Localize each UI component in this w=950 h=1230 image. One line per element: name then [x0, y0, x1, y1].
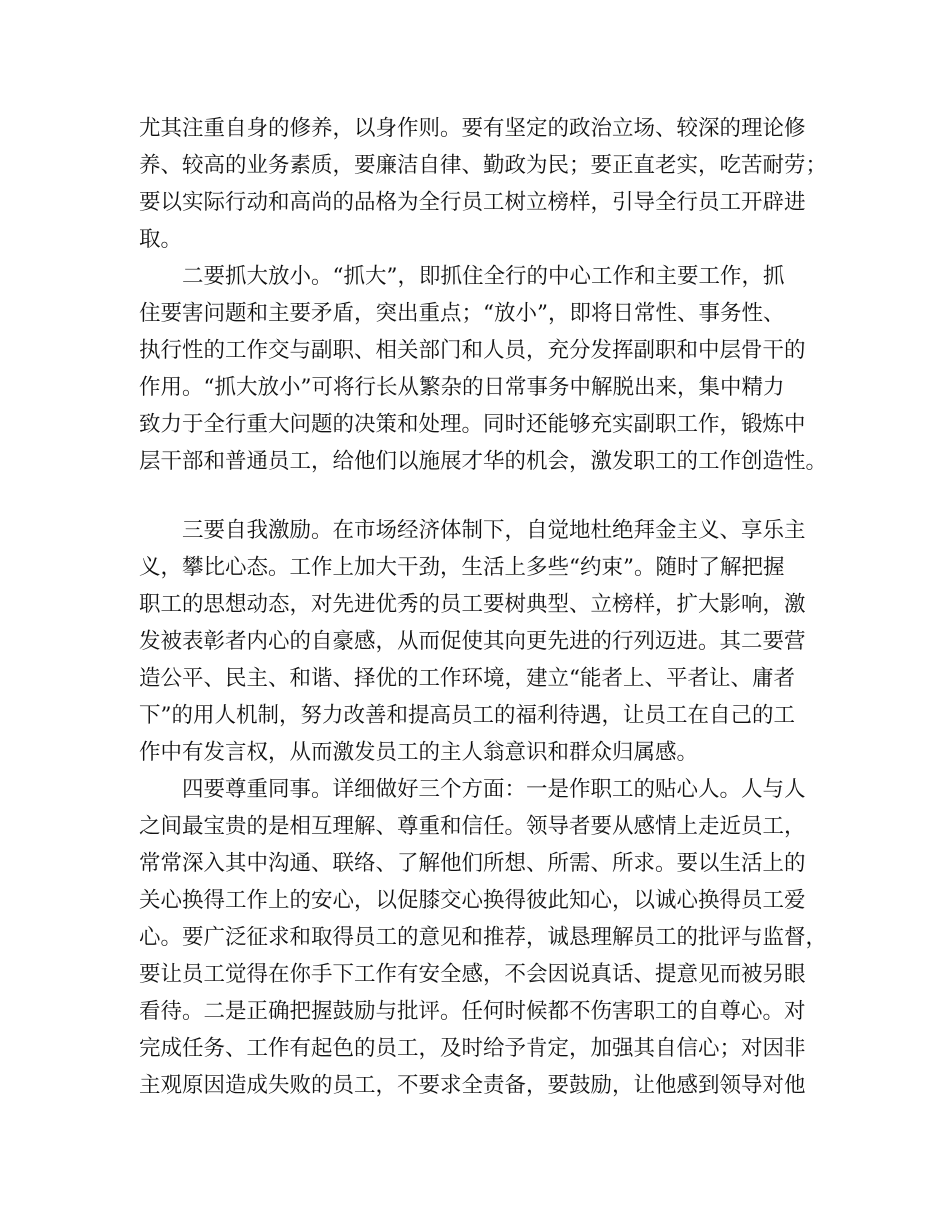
paragraph-3 [139, 512, 806, 771]
text-line: 尤其注重自身的修养，以身作则。要有坚定的政治立场、较深的理论修 [139, 116, 806, 141]
text-line: 造公平、民主、和谐、择优的工作环境，建立“能者上、平者让、庸者 [139, 666, 795, 691]
text-line: 致力于全行重大问题的决策和处理。同时还能够充实副职工作，锻炼中 [139, 412, 806, 437]
text-line: 发被表彰者内心的自豪感，从而促使其向更先进的行列迈进。其二要营 [139, 629, 806, 654]
text-line: 心。要广泛征求和取得员工的意见和推荐，诚恳理解员工的批评与监督， [139, 925, 828, 950]
text-line: 关心换得工作上的安心，以促膝交心换得彼此知心，以诚心换得员工爱 [139, 888, 806, 913]
text-line: 取。 [139, 227, 183, 252]
text-line: 职工的思想动态，对先进优秀的员工要树典型、立榜样，扩大影响，激 [139, 592, 806, 617]
text-line: 养、较高的业务素质，要廉洁自律、勤政为民；要正直老实，吃苦耐劳； [139, 153, 828, 178]
text-line: 三要自我激励。在市场经济体制下，自觉地杜绝拜金主义、享乐主 [182, 518, 806, 543]
paragraph-1 [139, 110, 827, 258]
text-line: 作用。“抓大放小”可将行长从繁杂的日常事务中解脱出来，集中精力 [139, 375, 785, 400]
text-line: 看待。二是正确把握鼓励与批评。任何时候都不伤害职工的自尊心。对 [139, 999, 806, 1024]
text-line: 住要害问题和主要矛盾，突出重点；“放小”，即将日常性、事务性、 [139, 301, 785, 326]
text-line: 义，攀比心态。工作上加大干劲，生活上多些“约束”。随时了解把握 [139, 555, 785, 580]
paragraph-4 [139, 771, 827, 1104]
text-line: 完成任务、工作有起色的员工，及时给予肯定，加强其自信心；对因非 [139, 1036, 806, 1061]
text-line: 四要尊重同事。详细做好三个方面：一是作职工的贴心人。人与人 [182, 777, 806, 802]
text-line: 下”的用人机制，努力改善和提高员工的福利待遇，让员工在自己的工 [139, 703, 795, 728]
text-line: 层干部和普通员工，给他们以施展才华的机会，激发职工的工作创造性。 [139, 449, 828, 474]
paragraph-2 [139, 258, 827, 480]
text-line: 要让员工觉得在你手下工作有安全感，不会因说真话、提意见而被另眼 [139, 962, 806, 987]
text-line: 二要抓大放小。“抓大”，即抓住全行的中心工作和主要工作，抓 [182, 264, 785, 289]
text-line: 执行性的工作交与副职、相关部门和人员，充分发挥副职和中层骨干的 [139, 338, 806, 363]
text-line: 要以实际行动和高尚的品格为全行员工树立榜样，引导全行员工开辟进 [139, 190, 806, 215]
text-line: 之间最宝贵的是相互理解、尊重和信任。领导者要从感情上走近员工， [139, 814, 806, 839]
text-line: 作中有发言权，从而激发员工的主人翁意识和群众归属感。 [139, 740, 699, 765]
text-line: 主观原因造成失败的员工，不要求全责备，要鼓励，让他感到领导对他 [139, 1073, 806, 1098]
text-line: 常常深入其中沟通、联络、了解他们所想、所需、所求。要以生活上的 [139, 851, 806, 876]
